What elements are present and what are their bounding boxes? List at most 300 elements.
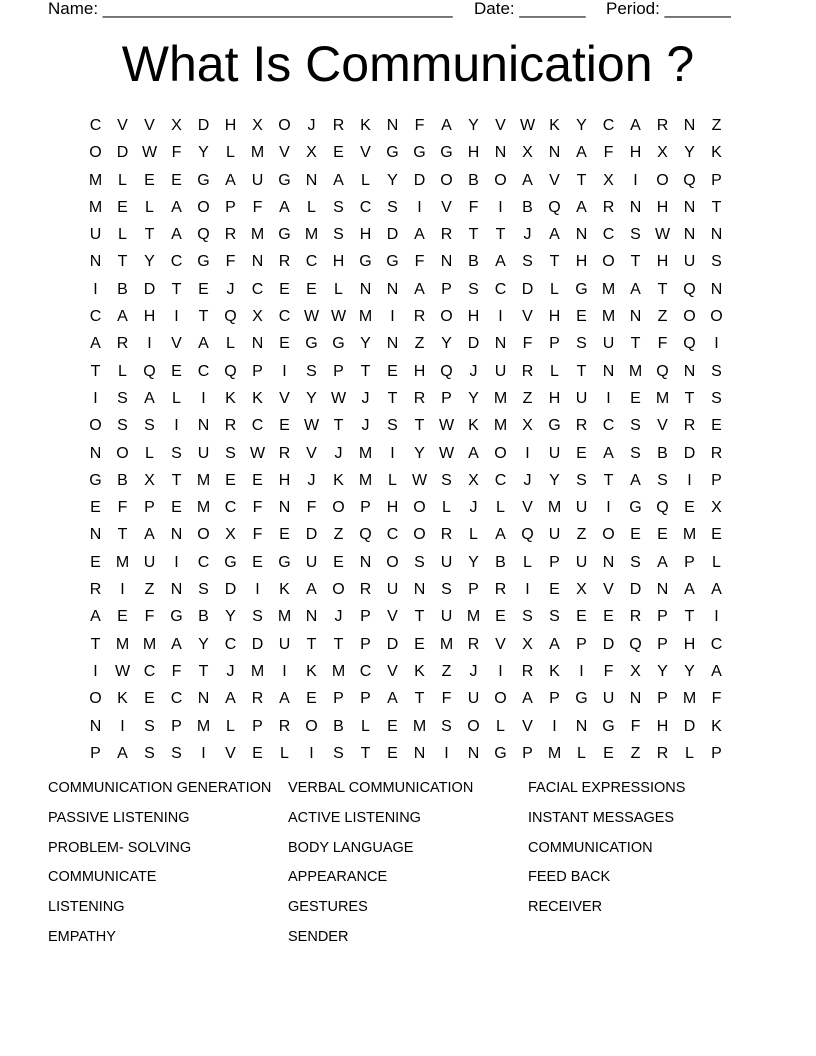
grid-letter: W — [249, 444, 266, 462]
grid-letter: I — [525, 581, 530, 599]
grid-row — [82, 276, 730, 303]
grid-letter: Q — [548, 198, 561, 216]
grid-letter: W — [114, 662, 131, 680]
grid-letter: G — [278, 226, 291, 244]
grid-letter: D — [197, 117, 210, 134]
grid-letter: O — [467, 717, 480, 735]
grid-letter: J — [334, 444, 343, 462]
grid-letter: A — [630, 471, 641, 489]
grid-letter: S — [576, 335, 587, 353]
grid-letter: H — [656, 198, 669, 216]
grid-letter: N — [386, 335, 399, 353]
grid-letter: S — [657, 471, 668, 489]
grid-letter: X — [144, 471, 155, 489]
grid-row — [82, 685, 730, 712]
grid-letter: E — [306, 280, 317, 298]
grid-letter: A — [279, 690, 290, 708]
grid-letter: Y — [684, 662, 695, 680]
grid-letter: J — [523, 226, 532, 244]
grid-letter: O — [332, 499, 345, 517]
grid-letter: P — [252, 717, 263, 735]
grid-letter: R — [251, 690, 264, 708]
grid-letter: D — [683, 717, 696, 735]
grid-letter: I — [201, 744, 206, 762]
grid-letter: M — [358, 308, 373, 326]
grid-letter: D — [467, 335, 480, 353]
grid-letter: T — [90, 635, 101, 653]
grid-letter: L — [226, 144, 235, 162]
word-search-grid — [82, 112, 730, 760]
grid-letter: M — [358, 471, 373, 489]
grid-letter: K — [711, 144, 722, 162]
grid-letter: D — [305, 526, 318, 544]
grid-letter: N — [656, 581, 669, 599]
grid-letter: T — [90, 362, 101, 380]
grid-letter: R — [440, 226, 453, 244]
grid-letter: S — [171, 444, 182, 462]
grid-letter: F — [306, 499, 317, 517]
grid-letter: M — [277, 608, 292, 626]
grid-letter: A — [441, 117, 452, 134]
grid-letter: N — [197, 690, 210, 708]
grid-letter: P — [360, 608, 371, 626]
word-list-item: EMPATHY — [48, 928, 116, 945]
grid-letter: T — [198, 662, 209, 680]
grid-letter: U — [575, 553, 588, 571]
grid-letter: N — [170, 526, 183, 544]
grid-letter: F — [414, 117, 425, 134]
grid-letter: C — [602, 117, 615, 134]
grid-letter: T — [306, 635, 317, 653]
grid-letter: C — [170, 690, 183, 708]
grid-letter: B — [198, 608, 209, 626]
grid-letter: W — [438, 417, 455, 435]
grid-letter: V — [522, 308, 533, 326]
grid-letter: N — [170, 581, 183, 599]
word-list-item: COMMUNICATION — [528, 839, 653, 856]
grid-letter: D — [602, 635, 615, 653]
grid-letter: J — [523, 471, 532, 489]
grid-letter: I — [552, 717, 557, 735]
word-list-item: PASSIVE LISTENING — [48, 809, 190, 826]
grid-letter: A — [630, 280, 641, 298]
grid-letter: E — [576, 308, 587, 326]
grid-letter: P — [522, 744, 533, 762]
grid-letter: M — [250, 144, 265, 162]
grid-letter: V — [225, 744, 236, 762]
grid-letter: M — [196, 471, 211, 489]
grid-letter: S — [441, 581, 452, 599]
grid-letter: I — [282, 362, 287, 380]
grid-letter: K — [306, 662, 317, 680]
grid-letter: Q — [629, 635, 642, 653]
word-list-item: SENDER — [288, 928, 349, 945]
grid-letter: R — [494, 581, 507, 599]
grid-letter: O — [89, 417, 102, 435]
grid-letter: A — [711, 662, 722, 680]
grid-letter: L — [550, 362, 559, 380]
grid-letter: A — [495, 253, 506, 271]
grid-letter: S — [414, 553, 425, 571]
grid-letter: M — [493, 389, 508, 407]
grid-letter: I — [579, 662, 584, 680]
grid-letter: F — [468, 198, 479, 216]
grid-letter: U — [251, 171, 264, 189]
grid-letter: O — [494, 444, 507, 462]
grid-letter: E — [684, 499, 695, 517]
grid-letter: N — [359, 280, 372, 298]
grid-letter: A — [522, 171, 533, 189]
grid-row — [82, 713, 730, 740]
grid-letter: I — [687, 471, 692, 489]
grid-letter: S — [630, 417, 641, 435]
grid-letter: O — [440, 308, 453, 326]
grid-letter: U — [548, 526, 561, 544]
grid-letter: A — [711, 581, 722, 599]
grid-letter: A — [306, 581, 317, 599]
grid-letter: P — [657, 635, 668, 653]
grid-letter: X — [657, 144, 668, 162]
grid-letter: I — [93, 280, 98, 298]
grid-letter: F — [711, 690, 722, 708]
grid-letter: X — [225, 526, 236, 544]
grid-letter: C — [197, 553, 210, 571]
grid-letter: A — [225, 690, 236, 708]
word-list-item: VERBAL COMMUNICATION — [288, 780, 474, 796]
grid-letter: I — [498, 662, 503, 680]
grid-letter: X — [252, 308, 263, 326]
grid-letter: L — [334, 280, 343, 298]
grid-letter: K — [225, 389, 236, 407]
grid-letter: M — [547, 744, 562, 762]
grid-letter: K — [414, 662, 425, 680]
grid-row — [82, 740, 730, 767]
grid-letter: B — [468, 171, 479, 189]
grid-letter: A — [198, 335, 209, 353]
grid-letter: R — [629, 608, 642, 626]
grid-letter: Q — [359, 526, 372, 544]
grid-letter: A — [144, 389, 155, 407]
grid-letter: T — [198, 308, 209, 326]
grid-letter: N — [683, 117, 696, 134]
grid-letter: A — [225, 171, 236, 189]
grid-letter: E — [279, 335, 290, 353]
grid-letter: E — [630, 526, 641, 544]
grid-letter: B — [657, 444, 668, 462]
grid-letter: M — [358, 444, 373, 462]
grid-letter: T — [117, 253, 128, 271]
grid-letter: K — [279, 581, 290, 599]
grid-letter: V — [549, 171, 560, 189]
page-title: What Is Communication ? — [121, 36, 695, 92]
grid-letter: V — [144, 117, 155, 134]
grid-letter: J — [361, 417, 370, 435]
grid-letter: Q — [224, 308, 237, 326]
grid-letter: Y — [306, 389, 317, 407]
grid-letter: M — [655, 389, 670, 407]
grid-letter: Y — [468, 553, 479, 571]
grid-letter: D — [386, 635, 399, 653]
grid-letter: Q — [656, 362, 669, 380]
grid-letter: E — [225, 471, 236, 489]
word-list-item: ACTIVE LISTENING — [288, 809, 421, 826]
grid-letter: K — [468, 417, 479, 435]
grid-letter: R — [413, 389, 426, 407]
word-list-column — [48, 777, 288, 956]
grid-letter: E — [603, 744, 614, 762]
grid-letter: D — [683, 444, 696, 462]
grid-letter: N — [89, 717, 102, 735]
grid-letter: D — [386, 226, 399, 244]
grid-letter: A — [279, 198, 290, 216]
grid-letter: M — [547, 499, 562, 517]
grid-letter: Y — [144, 253, 155, 271]
grid-letter: O — [494, 171, 507, 189]
grid-letter: I — [606, 389, 611, 407]
grid-letter: X — [522, 417, 533, 435]
grid-letter: O — [602, 526, 615, 544]
grid-letter: M — [196, 717, 211, 735]
grid-letter: S — [117, 389, 128, 407]
grid-letter: E — [198, 280, 209, 298]
grid-letter: Q — [656, 499, 669, 517]
grid-letter: L — [145, 198, 154, 216]
grid-letter: R — [278, 444, 291, 462]
word-list-item: FEED BACK — [528, 869, 611, 886]
grid-letter: V — [279, 389, 290, 407]
grid-letter: R — [521, 362, 534, 380]
grid-letter: S — [630, 553, 641, 571]
grid-letter: L — [226, 717, 235, 735]
grid-letter: P — [684, 553, 695, 571]
grid-letter: E — [252, 471, 263, 489]
grid-row — [82, 576, 730, 603]
grid-letter: F — [171, 144, 182, 162]
grid-letter: L — [712, 553, 721, 571]
grid-row — [82, 358, 730, 385]
grid-letter: Y — [360, 335, 371, 353]
grid-letter: C — [602, 226, 615, 244]
grid-letter: C — [89, 308, 102, 326]
grid-letter: N — [251, 253, 264, 271]
grid-letter: P — [576, 635, 587, 653]
grid-letter: E — [279, 280, 290, 298]
grid-letter: C — [224, 499, 237, 517]
grid-letter: T — [576, 171, 587, 189]
grid-letter: P — [441, 280, 452, 298]
grid-letter: E — [630, 389, 641, 407]
grid-letter: M — [142, 635, 157, 653]
grid-letter: N — [413, 581, 426, 599]
grid-letter: C — [494, 280, 507, 298]
grid-letter: A — [522, 690, 533, 708]
grid-letter: C — [305, 253, 318, 271]
grid-letter: A — [576, 198, 587, 216]
grid-letter: N — [386, 280, 399, 298]
grid-letter: G — [170, 608, 183, 626]
grid-letter: V — [387, 662, 398, 680]
grid-letter: S — [333, 198, 344, 216]
grid-letter: L — [307, 198, 316, 216]
grid-letter: S — [198, 581, 209, 599]
grid-letter: G — [197, 253, 210, 271]
grid-letter: I — [714, 608, 719, 626]
grid-letter: A — [171, 635, 182, 653]
grid-letter: S — [441, 471, 452, 489]
grid-letter: I — [174, 417, 179, 435]
grid-letter: L — [388, 471, 397, 489]
grid-letter: H — [575, 253, 588, 271]
grid-letter: P — [549, 690, 560, 708]
grid-letter: Y — [549, 471, 560, 489]
grid-letter: E — [117, 608, 128, 626]
grid-row — [82, 167, 730, 194]
grid-letter: T — [711, 198, 722, 216]
grid-letter: Y — [468, 389, 479, 407]
grid-letter: T — [144, 226, 155, 244]
grid-letter: D — [629, 581, 642, 599]
grid-letter: A — [387, 690, 398, 708]
grid-letter: D — [143, 280, 156, 298]
grid-row — [82, 139, 730, 166]
grid-letter: A — [117, 308, 128, 326]
grid-letter: A — [684, 581, 695, 599]
grid-letter: F — [522, 335, 533, 353]
grid-letter: P — [333, 690, 344, 708]
grid-letter: R — [413, 308, 426, 326]
grid-letter: A — [468, 444, 479, 462]
grid-letter: E — [171, 499, 182, 517]
grid-letter: N — [413, 744, 426, 762]
grid-letter: B — [495, 553, 506, 571]
grid-letter: M — [88, 198, 103, 216]
grid-row — [82, 303, 730, 330]
grid-letter: Z — [630, 744, 641, 762]
grid-letter: X — [252, 117, 263, 134]
grid-letter: A — [495, 526, 506, 544]
grid-letter: U — [602, 335, 615, 353]
grid-letter: O — [278, 117, 291, 134]
grid-letter: F — [144, 608, 155, 626]
grid-row — [82, 467, 730, 494]
grid-letter: L — [118, 171, 127, 189]
grid-letter: Q — [440, 362, 453, 380]
grid-letter: R — [278, 717, 291, 735]
grid-letter: H — [143, 308, 156, 326]
grid-letter: L — [442, 499, 451, 517]
grid-letter: C — [197, 362, 210, 380]
grid-letter: E — [252, 553, 263, 571]
grid-letter: Z — [333, 526, 344, 544]
grid-letter: P — [333, 362, 344, 380]
grid-letter: N — [89, 526, 102, 544]
grid-letter: N — [494, 144, 507, 162]
grid-letter: O — [494, 690, 507, 708]
grid-letter: S — [387, 417, 398, 435]
grid-letter: N — [575, 226, 588, 244]
grid-letter: E — [333, 553, 344, 571]
grid-letter: M — [466, 608, 481, 626]
grid-row — [82, 248, 730, 275]
grid-row — [82, 603, 730, 630]
word-list-item: COMMUNICATION GENERATION — [48, 780, 272, 796]
grid-letter: C — [359, 662, 372, 680]
word-list-column — [288, 777, 528, 956]
grid-letter: M — [250, 662, 265, 680]
grid-letter: C — [224, 635, 237, 653]
grid-letter: C — [710, 635, 723, 653]
word-list-item: LISTENING — [48, 899, 125, 916]
grid-letter: W — [438, 444, 455, 462]
grid-letter: Y — [441, 335, 452, 353]
grid-letter: U — [143, 553, 156, 571]
grid-letter: S — [630, 226, 641, 244]
grid-letter: N — [602, 362, 615, 380]
grid-letter: N — [683, 362, 696, 380]
grid-letter: U — [386, 581, 399, 599]
grid-letter: E — [576, 444, 587, 462]
grid-letter: U — [197, 444, 210, 462]
grid-letter: N — [89, 444, 102, 462]
grid-letter: N — [278, 499, 291, 517]
grid-letter: N — [710, 280, 723, 298]
grid-letter: P — [549, 553, 560, 571]
grid-letter: O — [305, 717, 318, 735]
grid-letter: L — [118, 226, 127, 244]
grid-letter: K — [360, 117, 371, 134]
grid-letter: E — [387, 362, 398, 380]
grid-letter: F — [414, 253, 425, 271]
grid-letter: M — [682, 690, 697, 708]
grid-letter: J — [226, 662, 235, 680]
grid-letter: T — [495, 226, 506, 244]
grid-letter: G — [413, 144, 426, 162]
grid-letter: G — [332, 335, 345, 353]
grid-letter: O — [413, 526, 426, 544]
grid-letter: O — [440, 171, 453, 189]
grid-row — [82, 112, 730, 139]
grid-letter: C — [89, 117, 102, 134]
grid-letter: M — [196, 499, 211, 517]
grid-letter: C — [494, 471, 507, 489]
grid-letter: T — [684, 608, 695, 626]
grid-letter: V — [603, 581, 614, 599]
grid-letter: I — [498, 308, 503, 326]
grid-letter: Z — [441, 662, 452, 680]
grid-letter: S — [441, 717, 452, 735]
grid-letter: A — [144, 526, 155, 544]
grid-letter: L — [577, 744, 586, 762]
grid-letter: P — [711, 744, 722, 762]
grid-letter: T — [549, 253, 560, 271]
grid-letter: E — [171, 171, 182, 189]
grid-letter: M — [304, 226, 319, 244]
grid-letter: P — [225, 198, 236, 216]
grid-letter: G — [494, 744, 507, 762]
grid-letter: A — [549, 635, 560, 653]
word-list-item: COMMUNICATE — [48, 869, 157, 886]
grid-letter: X — [306, 144, 317, 162]
grid-letter: H — [359, 226, 372, 244]
grid-letter: H — [467, 144, 480, 162]
grid-letter: X — [576, 581, 587, 599]
grid-letter: D — [251, 635, 264, 653]
grid-letter: A — [414, 280, 425, 298]
grid-letter: S — [171, 744, 182, 762]
grid-letter: R — [656, 117, 669, 134]
grid-letter: M — [601, 280, 616, 298]
period-field: Period: _______ — [606, 0, 731, 18]
